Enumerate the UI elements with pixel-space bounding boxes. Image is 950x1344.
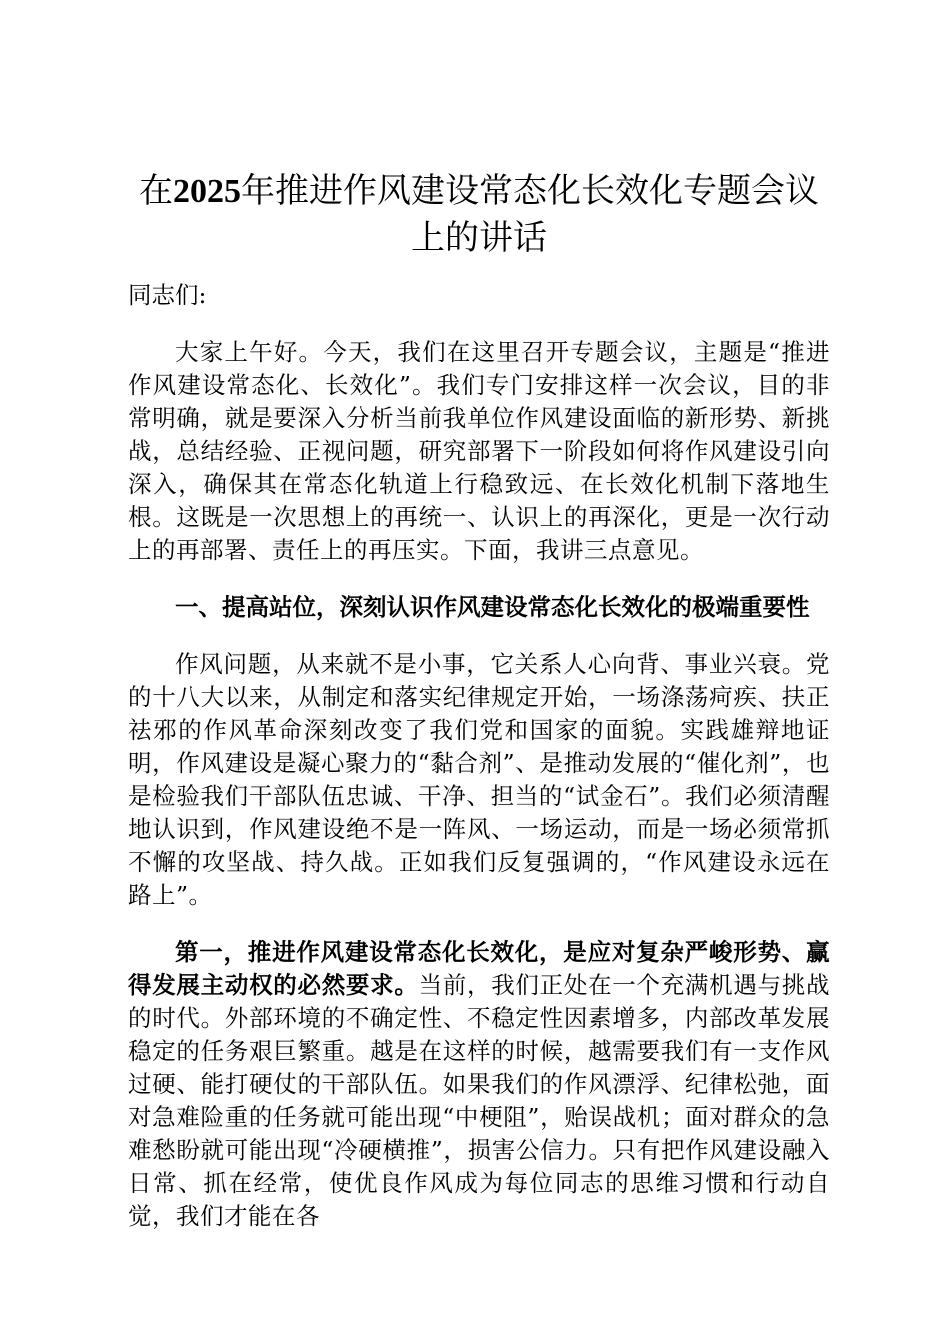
point-1-body: 当前，我们正处在一个充满机遇与挑战的时代。外部环境的不确定性、不稳定性因素增多，内部改革发展稳定的任务艰巨繁重。越是在这样的时候，越需要我们有一支作风过硬、能打硬仗的干部队伍。如果我们的作风漂浮、纪律松弛，面对急难险重的任务就可能出现“中梗阻”，贻误战机；面对群众的急难愁盼就可能出现“冷硬横推”，损害公信力。只有把作风建设融入日常、抓在经常，使优良作风成为每位同志的思维习惯和行动自觉，我们才能在各 (128, 971, 831, 1230)
intro-paragraph: 大家上午好。今天，我们在这里召开专题会议，主题是“推进作风建设常态化、长效化”。我们专门安排这样一次会议，目的非常明确，就是要深入分析当前我单位作风建设面临的新形势、新挑战，总结经验、正视问题，研究部署下一阶段如何将作风建设引向深入，确保其在常态化轨道上行稳致远、在长效化机制下落地生根。这既是一次思想上的再统一、认识上的再深化，更是一次行动上的再部署、责任上的再压实。下面，我讲三点意见。 (128, 338, 830, 564)
document-page (128, 168, 830, 1233)
title-year: 2025 (173, 173, 241, 210)
salutation: 同志们: (128, 281, 207, 309)
title-rest: 年推进作风建设常态化长效化专题会议上的讲话 (241, 171, 819, 258)
point-1-paragraph (128, 936, 830, 1233)
document-title (128, 168, 830, 261)
title-prefix: 在 (139, 171, 173, 211)
point-1-lead: 第一，推进作风建设常态化长效化，是应对复杂严峻形势、赢得发展主动权的必然要求。 (128, 938, 830, 999)
section-1-heading: 一、提高站位，深刻认识作风建设常态化长效化的极端重要性 (175, 593, 810, 621)
section-1-paragraph: 作风问题，从来就不是小事，它关系人心向背、事业兴衰。党的十八大以来，从制定和落实纪律规定开始，一场涤荡疴疾、扶正祛邪的作风革命深刻改变了我们党和国家的面貌。实践雄辩地证明，作风建设是凝心聚力的“黏合剂”、是推动发展的“催化剂”，也是检验我们干部队伍忠诚、干净、担当的“试金石”。我们必须清醒地认识到，作风建设绝不是一阵风、一场运动，而是一场必须常抓不懈的攻坚战、持久战。正如我们反复强调的，“作风建设永远在路上”。 (128, 650, 830, 909)
